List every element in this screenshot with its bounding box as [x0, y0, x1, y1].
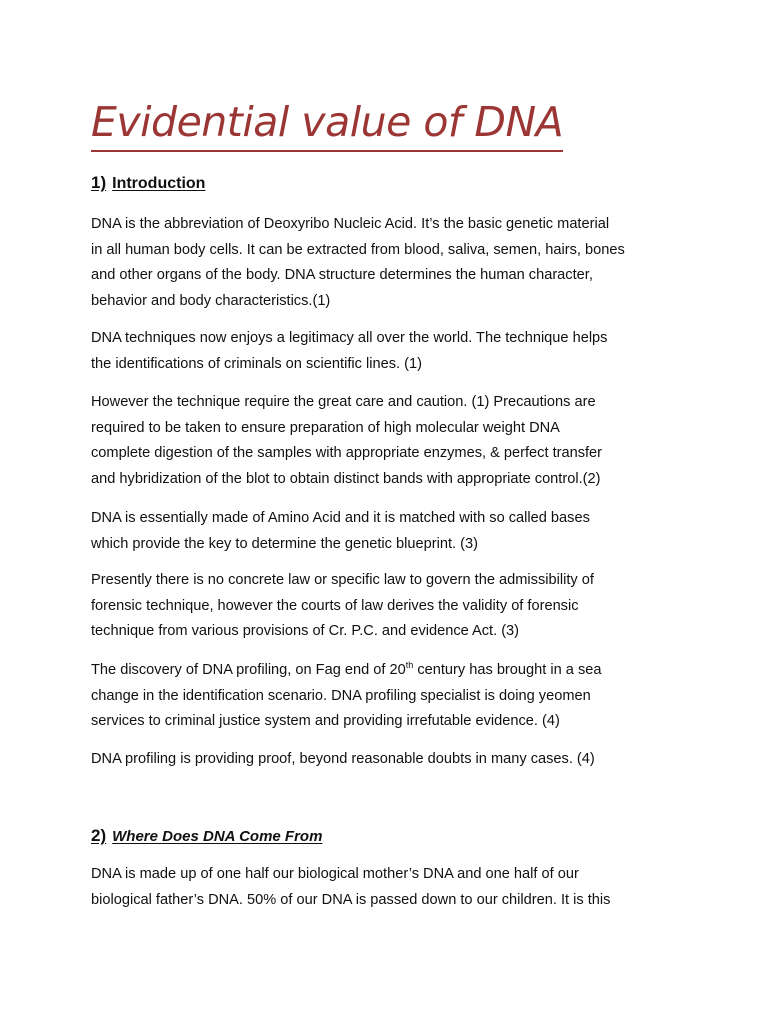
text-line: and other organs of the body. DNA structure determines the human character, [91, 267, 593, 283]
paragraph-origin-1 [91, 862, 691, 913]
text-line [91, 658, 691, 684]
text-line: change in the identification scenario. DNA profiling specialist is doing yeomen [91, 687, 591, 704]
text-line: DNA techniques now enjoys a legitimacy all over the world. The technique helps [91, 330, 608, 346]
text-line: complete digestion of the samples with appropriate enzymes, & perfect transfer [91, 445, 603, 461]
paragraph-intro-1 [91, 212, 691, 314]
text-line: required to be taken to ensure preparation of high molecular weight DNA [91, 419, 560, 436]
text-line: and hybridization of the blot to obtain distinct bands with appropriate control.(2) [91, 470, 601, 487]
text-line: biological father’s DNA. 50% of our DNA is passed down to our children. It is this [91, 891, 611, 908]
section-heading-where-dna-comes-from [91, 825, 322, 848]
paragraph-intro-6 [91, 658, 691, 735]
paragraph-intro-7 [91, 747, 691, 773]
section-number: 1) [91, 173, 107, 192]
text-fragment: century has brought in a sea [413, 662, 602, 678]
document-title: Evidential value of DNA [91, 94, 563, 152]
text-line: DNA is made up of one half our biological mother’s DNA and one half of our [91, 866, 579, 882]
text-line: Presently there is no concrete law or specific law to govern the admissibility of [91, 572, 594, 588]
section-number: 2) [91, 826, 107, 845]
text-line: DNA is essentially made of Amino Acid and it is matched with so called bases [91, 510, 590, 526]
text-line: the identifications of criminals on scientific lines. (1) [91, 355, 422, 372]
text-line: technique from various provisions of Cr. P.C. and evidence Act. (3) [91, 623, 520, 639]
text-line: However the technique require the great care and caution. (1) Precautions are [91, 394, 596, 410]
text-line: which provide the key to determine the genetic blueprint. (3) [91, 535, 478, 552]
paragraph-intro-2 [91, 326, 691, 377]
paragraph-intro-3 [91, 390, 691, 492]
superscript-th: th [405, 660, 414, 671]
text-line: in all human body cells. It can be extracted from blood, saliva, semen, hairs, bones [91, 241, 625, 258]
paragraph-intro-5 [91, 568, 691, 645]
text-line: DNA profiling is providing proof, beyond reasonable doubts in many cases. (4) [91, 751, 595, 767]
section-heading-introduction [91, 172, 205, 195]
section-title: Introduction [112, 175, 206, 192]
text-line: forensic technique, however the courts of law derives the validity of forensic [91, 597, 579, 614]
text-line: DNA is the abbreviation of Deoxyribo Nucleic Acid. It’s the basic genetic material [91, 216, 610, 232]
text-line: services to criminal justice system and providing irrefutable evidence. (4) [91, 713, 560, 729]
text-line: behavior and body characteristics.(1) [91, 292, 331, 309]
paragraph-intro-4 [91, 506, 691, 557]
text-fragment: The discovery of DNA profiling, on Fag end of 20 [91, 662, 406, 678]
section-title: Where Does DNA Come From [112, 828, 323, 845]
